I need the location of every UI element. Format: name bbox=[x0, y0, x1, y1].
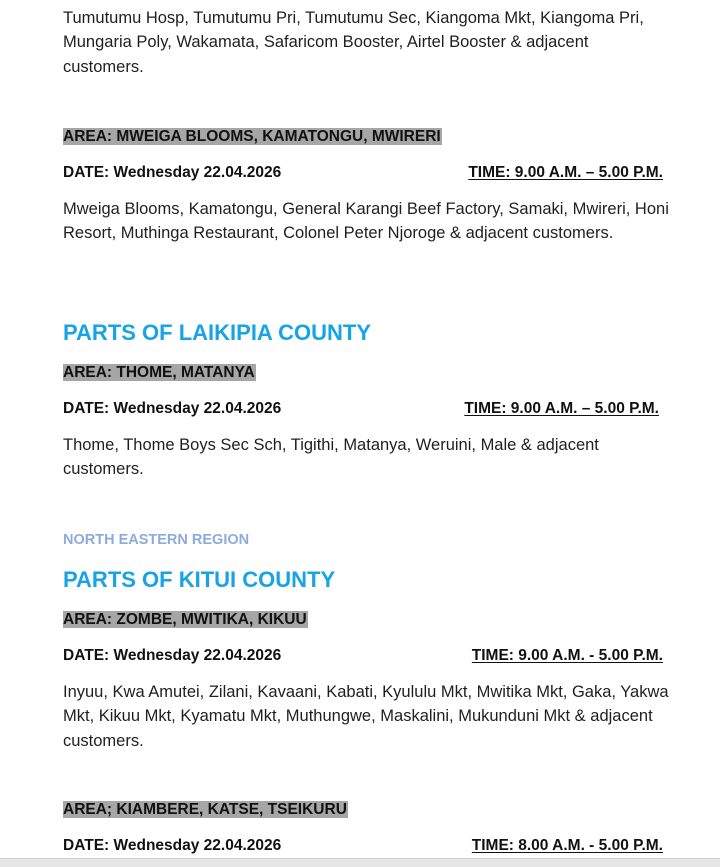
customer-list: Mweiga Blooms, Kamatongu, General Karangi Beef Factory, Samaki, Mwireri, Honi Resort, Muthinga Restaurant, Colonel Peter Njoroge & adjacent customers. bbox=[63, 200, 669, 243]
time-label: TIME: 8.00 A.M. - 5.00 P.M. bbox=[471, 837, 663, 854]
customer-list: Tumutumu Hosp, Tumutumu Pri, Tumutumu Sec, Kiangoma Mkt, Kiangoma Pri, Mungaria Poly, Wakamata, Safaricom Booster, Airtel Booster & adjacent customers. bbox=[63, 9, 644, 76]
date-time-row bbox=[63, 398, 659, 420]
region-heading: NORTH EASTERN REGION bbox=[63, 532, 250, 548]
date-label: DATE: Wednesday 22.04.2026 bbox=[63, 647, 282, 664]
date-time-row bbox=[63, 645, 663, 667]
time-label: TIME: 9.00 A.M. – 5.00 P.M. bbox=[464, 400, 659, 417]
area-label: AREA: MWEIGA BLOOMS, KAMATONGU, MWIRERI bbox=[63, 128, 441, 145]
area-heading bbox=[63, 609, 308, 631]
time-label: TIME: 9.00 A.M. – 5.00 P.M. bbox=[468, 164, 663, 181]
date-label: DATE: Wednesday 22.04.2026 bbox=[63, 837, 282, 854]
area-label: AREA: THOME, MATANYA bbox=[63, 364, 255, 381]
county-heading: PARTS OF KITUI COUNTY bbox=[63, 567, 336, 592]
date-time-row bbox=[63, 835, 663, 857]
area-label: AREA; KIAMBERE, KATSE, TSEIKURU bbox=[63, 801, 347, 818]
date-label: DATE: Wednesday 22.04.2026 bbox=[63, 400, 282, 417]
customer-list: Thome, Thome Boys Sec Sch, Tigithi, Matanya, Weruini, Male & adjacent customers. bbox=[63, 436, 599, 479]
area-heading bbox=[63, 362, 256, 384]
date-time-row bbox=[63, 162, 663, 184]
county-heading: PARTS OF LAIKIPIA COUNTY bbox=[63, 320, 371, 345]
time-label: TIME: 9.00 A.M. - 5.00 P.M. bbox=[471, 647, 663, 664]
date-label: DATE: Wednesday 22.04.2026 bbox=[63, 164, 282, 181]
customer-list: Inyuu, Kwa Amutei, Zilani, Kavaani, Kabati, Kyululu Mkt, Mwitika Mkt, Gaka, Yakwa Mkt, Kikuu Mkt, Kyamatu Mkt, Muthungwe, Maskalini, Mukunduni Mkt & adjacent customers. bbox=[63, 683, 669, 750]
area-heading bbox=[63, 126, 442, 148]
area-heading bbox=[63, 799, 348, 821]
area-label: AREA: ZOMBE, MWITIKA, KIKUU bbox=[63, 611, 307, 628]
